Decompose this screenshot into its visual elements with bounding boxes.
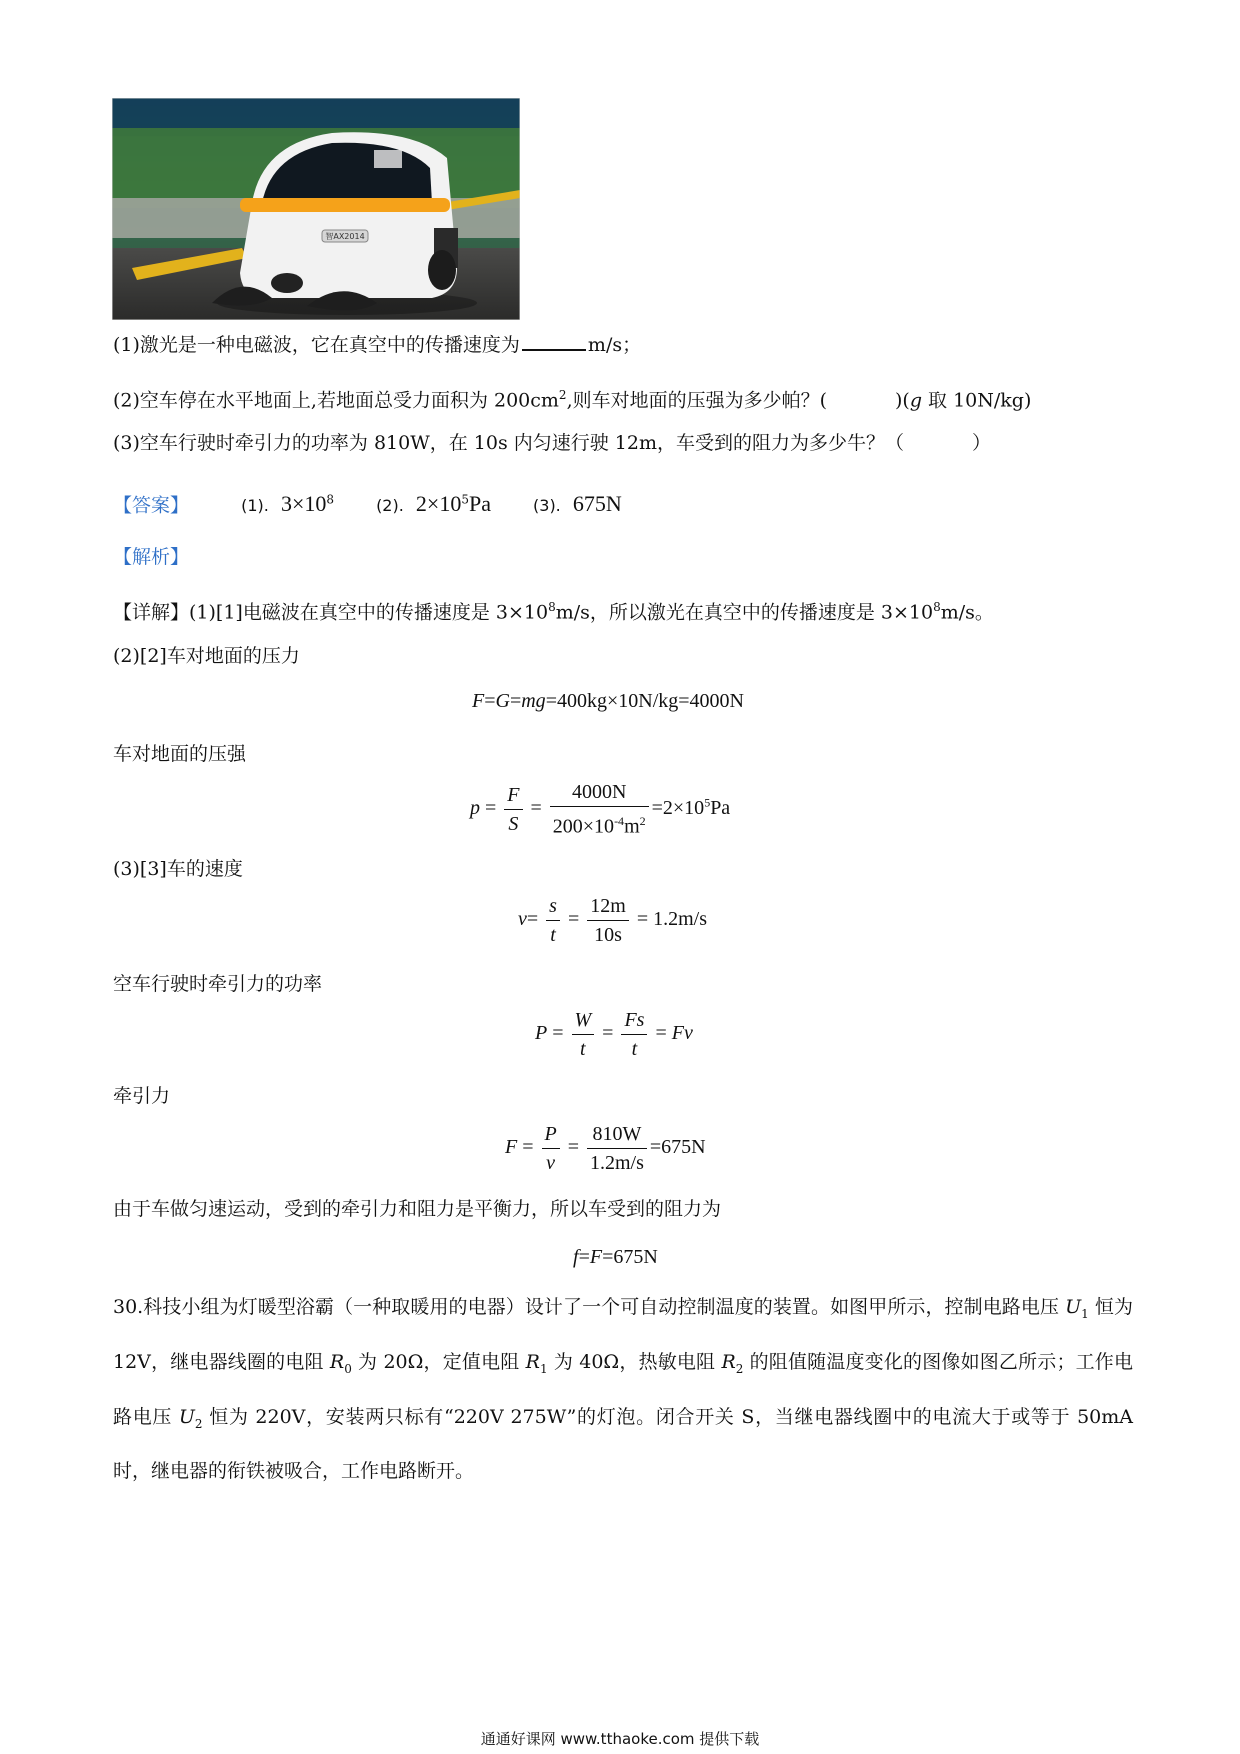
q2-g-value: 取 10N/kg): [922, 389, 1032, 412]
equation-pressure-force: F=G=mg=400kg×10N/kg=4000N: [472, 690, 744, 712]
answer-line: [113, 486, 658, 520]
vehicle-plate: 智AX2014: [325, 232, 365, 241]
q2-sup: 2: [558, 388, 567, 402]
equation-power: P = $\frac{W}{t}$ = $\frac{Fs}{t}$ = Fv: [535, 1009, 693, 1060]
detail-line-3: 车对地面的压强: [113, 743, 247, 765]
question-1: [113, 331, 641, 359]
detail-line-7: 由于车做匀速运动，受到的牵引力和阻力是平衡力，所以车受到的阻力为: [113, 1198, 722, 1220]
equation-traction: F = $\frac{P}{v}$ = $\frac{810W}{1.2m/s}$ =675N: [505, 1123, 706, 1174]
page-footer: 通通好课网 www.tthaoke.com 提供下载: [480, 1730, 760, 1748]
q1-text: (1)激光是一种电磁波，它在真空中的传播速度为: [113, 334, 520, 356]
detail-line-5: 空车行驶时牵引力的功率: [113, 973, 323, 995]
detail-line-4: (3)[3]车的速度: [113, 858, 243, 880]
fraction: $\frac{F}{S}$: [504, 783, 522, 836]
q2-paren: )(: [895, 389, 910, 412]
detail-line-1: 【详解】(1)[1]电磁波在真空中的传播速度是 $3\times 10^8m/s$，所以激光在真空中的传播速度是 $3\times 10^8m/s$。: [113, 600, 994, 624]
q3-paren-close: ）: [972, 432, 992, 454]
answer-item-3: (3). 675N: [533, 491, 622, 517]
question-3: [113, 429, 991, 457]
question-2: [113, 381, 1031, 414]
sweeper-vehicle-photo: [112, 98, 520, 320]
answer-blank: [522, 331, 586, 351]
analysis-heading: [113, 543, 189, 571]
equation-speed: v= $\frac{s}{t}$ = $\frac{12m}{10s}$ = 1.2m/s: [518, 895, 707, 946]
detail-line-6: 牵引力: [113, 1085, 171, 1107]
q2-text: (2)空车停在水平地面上,若地面总受力面积为 200cm: [113, 389, 559, 412]
q2-text-b: ,则车对地面的压强为多少帕？(: [566, 389, 828, 412]
fraction: $\frac{4000N}{200\times 10^{-4}m^2}$: [550, 780, 649, 839]
detail-tag: 【详解】: [113, 601, 190, 624]
fraction: $\frac{W}{t}$: [572, 1008, 595, 1061]
question-30: 30.科技小组为灯暖型浴霸（一种取暖用的电器）设计了一个可自动控制温度的装置。如图甲所示，控制电路电压 $U_1$ 恒为 12V，继电器线圈的电阻 $R_0$ 为 20Ω，定值电阻 $R_1$ 为 40Ω，热敏电阻 $R_2$ 的阻值随温度变化的图像如图乙所示；工作电路电压 $U_2$ 恒为 220V，安装两只标有“220V 275W”的灯泡。闭合开关 S，当继电器线圈中的电流大于或等于 50mA 时，继电器的衔铁被吸合，工作电路断开。: [113, 1296, 1133, 1483]
equation-pressure: p = $\frac{F}{S}$ = $\frac{4000N}{200\times 10^{-4}m^2}$ $=2\times 10^5Pa$: [470, 781, 731, 838]
fraction: $\frac{810W}{1.2m/s}$: [587, 1122, 647, 1175]
fraction: $\frac{Fs}{t}$: [621, 1008, 647, 1061]
equation-friction: f=F=675N: [573, 1246, 658, 1268]
answer-item-2: (2). $2\times 10^5Pa$: [376, 491, 491, 517]
q3-text: (3)空车行驶时牵引力的功率为 810W，在 10s 内匀速行驶 12m，车受到的阻力为多少牛？（: [113, 432, 904, 454]
q2-g-symbol: g: [909, 389, 923, 412]
q1-unit: m/s；: [587, 334, 642, 356]
analysis-tag: 【解析】: [113, 546, 190, 568]
fraction: $\frac{s}{t}$: [546, 894, 560, 947]
fraction: $\frac{P}{v}$: [542, 1122, 560, 1175]
answer-tag: 【答案】: [113, 494, 190, 517]
detail-line-2: (2)[2]车对地面的压力: [113, 645, 300, 667]
fraction: $\frac{12m}{10s}$: [587, 894, 629, 947]
answer-item-1: (1). $3\times 10^8$: [241, 491, 335, 517]
